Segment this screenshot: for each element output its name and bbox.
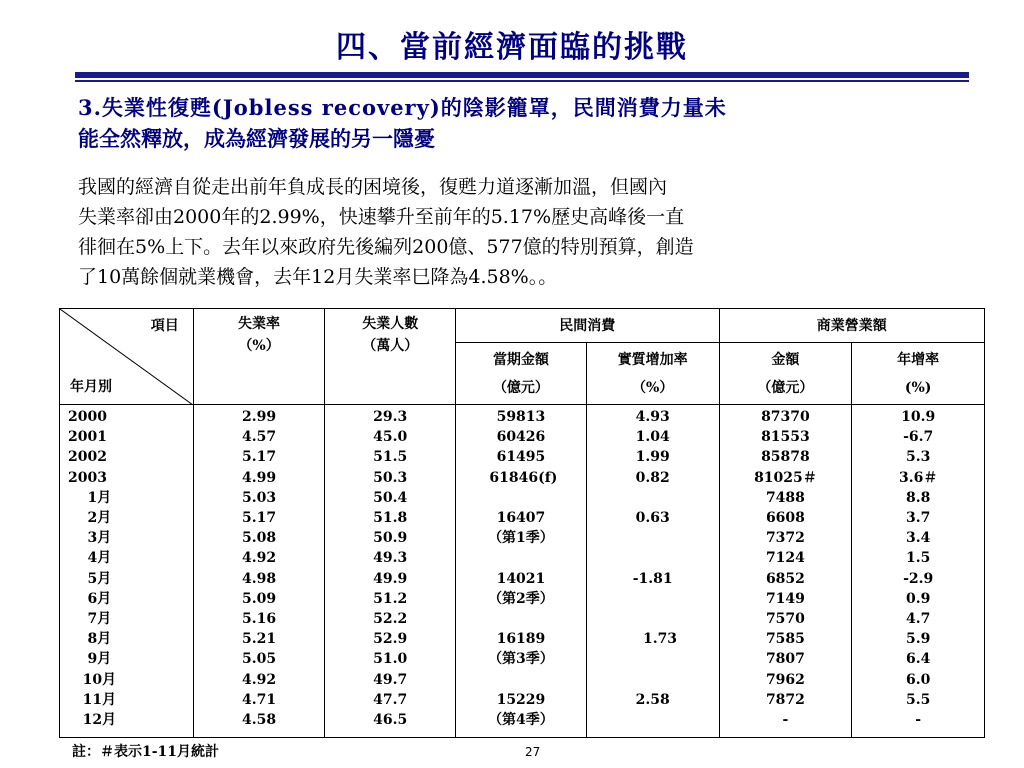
subheading-line-1: 3.失業性復甦(Jobless recovery)的陰影籠罩，民間消費力量未 xyxy=(78,95,727,120)
body-line-2: 失業率卻由2000年的2.99%，快速攀升至前年的5.17%歷史高峰後一直 xyxy=(78,206,685,228)
body-paragraph xyxy=(78,172,970,292)
consumption-growth-values: 4.93 1.04 1.99 0.82 0.63 -1.81 1.73 2.58 xyxy=(586,405,719,738)
period-amount-header xyxy=(456,343,587,405)
yoy-growth-title: 年增率 xyxy=(897,352,940,368)
slide-title: 四、當前經濟面臨的挑戰 xyxy=(336,30,688,65)
real-growth-header xyxy=(586,343,719,405)
private-consumption-header: 民間消費 xyxy=(456,309,720,343)
unemployed-number-title: 失業人數 xyxy=(362,316,419,332)
unemployment-consumption-table xyxy=(59,308,985,738)
period-column: 2000 2001 2002 2003 1月 2月 3月 4月 5月 6月 7月 8月 9月 10月 11月 12月 xyxy=(60,405,194,738)
unemployed-number-values: 29.3 45.0 51.5 50.3 50.4 51.8 50.9 49.3 49.9 51.2 52.2 52.9 51.0 49.7 47.7 46.5 xyxy=(325,405,456,738)
body-line-4: 了10萬餘個就業機會，去年12月失業率巳降為4.58%。。 xyxy=(78,266,558,288)
unemployment-rate-values: 2.99 4.57 5.17 4.99 5.03 5.17 5.08 4.92 4.98 5.09 5.16 5.21 5.05 4.92 4.71 4.58 xyxy=(193,405,325,738)
commerce-amount-unit: （億元） xyxy=(757,380,814,396)
consumption-amount-values: 59813 60426 61495 61846(f) 16407 （第1季） 14021 （第2季） 16189 （第3季） 15229 （第4季） xyxy=(456,405,587,738)
commercial-sales-header: 商業營業額 xyxy=(719,309,984,343)
footnote: 註：＃表示1-11月統計 xyxy=(72,744,220,760)
unemployed-number-header xyxy=(325,309,456,405)
commerce-amount-title: 金額 xyxy=(771,352,800,368)
unemployment-rate-header xyxy=(193,309,325,405)
period-amount-title: 當期金額 xyxy=(492,352,549,368)
real-growth-unit: （%） xyxy=(632,380,674,396)
body-line-3: 徘徊在5%上下。去年以來政府先後編列200億、577億的特別預算，創造 xyxy=(78,236,694,258)
corner-item-label: 項目 xyxy=(150,318,179,334)
period-amount-unit: （億元） xyxy=(492,380,549,396)
body-line-1: 我國的經濟自從走出前年負成長的困境後，復甦力道逐漸加溫，但國內 xyxy=(78,176,668,198)
subheading xyxy=(78,92,968,154)
subheading-line-2: 能全然釋放，成為經濟發展的另一隱憂 xyxy=(78,126,435,151)
commerce-yoy-values: 10.9 -6.7 5.3 3.6＃ 8.8 3.7 3.4 1.5 -2.9 0.9 4.7 5.9 6.4 6.0 5.5 - xyxy=(852,405,985,738)
commerce-amount-header xyxy=(719,343,852,405)
yoy-growth-unit: (%) xyxy=(904,380,932,396)
unemployment-rate-unit: （%） xyxy=(238,338,280,354)
unemployed-number-unit: （萬人） xyxy=(362,338,419,354)
commerce-amount-values: 87370 81553 85878 81025＃ 7488 6608 7372 7124 6852 7149 7570 7585 7807 7962 7872 - xyxy=(719,405,852,738)
real-growth-title: 實質增加率 xyxy=(617,352,688,368)
corner-period-label: 年月別 xyxy=(70,379,112,395)
page-number: 27 xyxy=(525,745,541,759)
title-rule-thin xyxy=(75,80,969,82)
unemployment-rate-title: 失業率 xyxy=(238,316,281,332)
title-rule-thick xyxy=(75,72,969,78)
corner-header-cell xyxy=(60,309,194,405)
yoy-growth-header xyxy=(852,343,985,405)
